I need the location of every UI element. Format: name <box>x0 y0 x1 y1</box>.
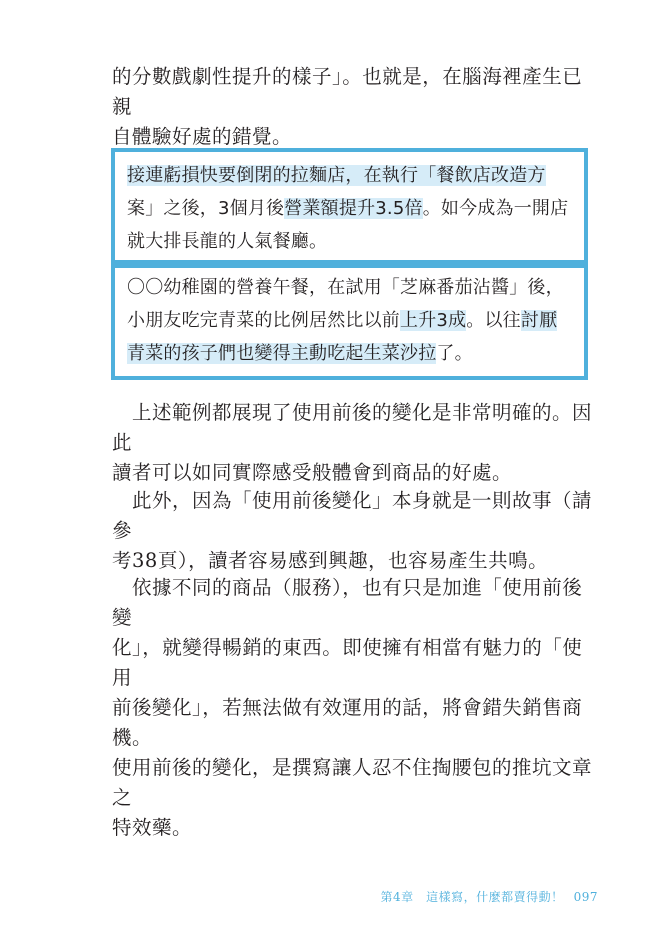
page-footer <box>0 888 598 905</box>
text-line: 自體驗好處的錯覺。 <box>112 125 293 148</box>
text-line: 前後變化」，若無法做有效運用的話，將會錯失銷售商機。 <box>112 696 583 749</box>
text-line: 的分數戲劇性提升的樣子」。也就是，在腦海裡產生已親 <box>112 65 583 118</box>
highlight-text: 討厭 <box>520 310 558 331</box>
page-number: 097 <box>573 890 598 904</box>
example-text: 。以往 <box>466 310 521 331</box>
example-line <box>127 159 574 192</box>
example-box-kindergarten <box>111 260 588 380</box>
example-text: 案」之後，3個月後 <box>127 198 285 219</box>
text-line: 使用前後的變化，是撰寫讓人忍不住掏腰包的推坑文章之 <box>112 756 593 809</box>
text-line: 依據不同的商品（服務），也有只是加進「使用前後變 <box>112 576 583 629</box>
text-line: 考38頁），讀者容易感到興趣，也容易產生共鳴。 <box>112 549 549 572</box>
text-line: 此外，因為「使用前後變化」本身就是一則故事（請參 <box>112 489 593 542</box>
example-text: 。如今成為一開店 <box>422 198 569 219</box>
text-line: 讀者可以如同實際感受般體會到商品的好處。 <box>112 461 513 484</box>
top-paragraph <box>112 62 602 152</box>
highlight-text: 青菜的孩子們也變得 <box>127 343 291 364</box>
example-text: 就大排長龍的人氣餐廳。 <box>127 231 328 252</box>
example-line <box>127 271 574 304</box>
example-line <box>127 337 574 370</box>
highlight-text: 營業額提升3.5倍 <box>284 198 423 219</box>
example-line <box>127 304 574 337</box>
example-line <box>127 192 574 225</box>
body-paragraph-1 <box>112 398 602 488</box>
example-text: 〇〇幼稚園的營養午餐，在試用「芝麻番茄沾醬」後， <box>127 277 564 298</box>
highlight-text: 接連虧損快要倒閉的拉麵店，在執行「餐飲店改造方 <box>127 165 546 186</box>
example-box-ramen <box>111 148 588 268</box>
body-paragraph-2 <box>112 486 602 576</box>
text-line: 化」，就變得暢銷的東西。即使擁有相當有魅力的「使用 <box>112 636 583 689</box>
body-paragraph-3 <box>112 573 602 843</box>
chapter-title: 第4章 這樣寫，什麼都賣得動！ <box>380 890 564 904</box>
highlight-text: 上升3成 <box>400 310 467 331</box>
highlight-text: 主動吃起生菜沙拉 <box>290 343 437 364</box>
example-text: 小朋友吃完青菜的比例居然比以前 <box>127 310 400 331</box>
text-line: 特效藥。 <box>112 816 193 839</box>
text-line: 上述範例都展現了使用前後的變化是非常明確的。因此 <box>112 401 593 454</box>
example-text: 了。 <box>436 343 473 364</box>
example-line <box>127 225 574 258</box>
